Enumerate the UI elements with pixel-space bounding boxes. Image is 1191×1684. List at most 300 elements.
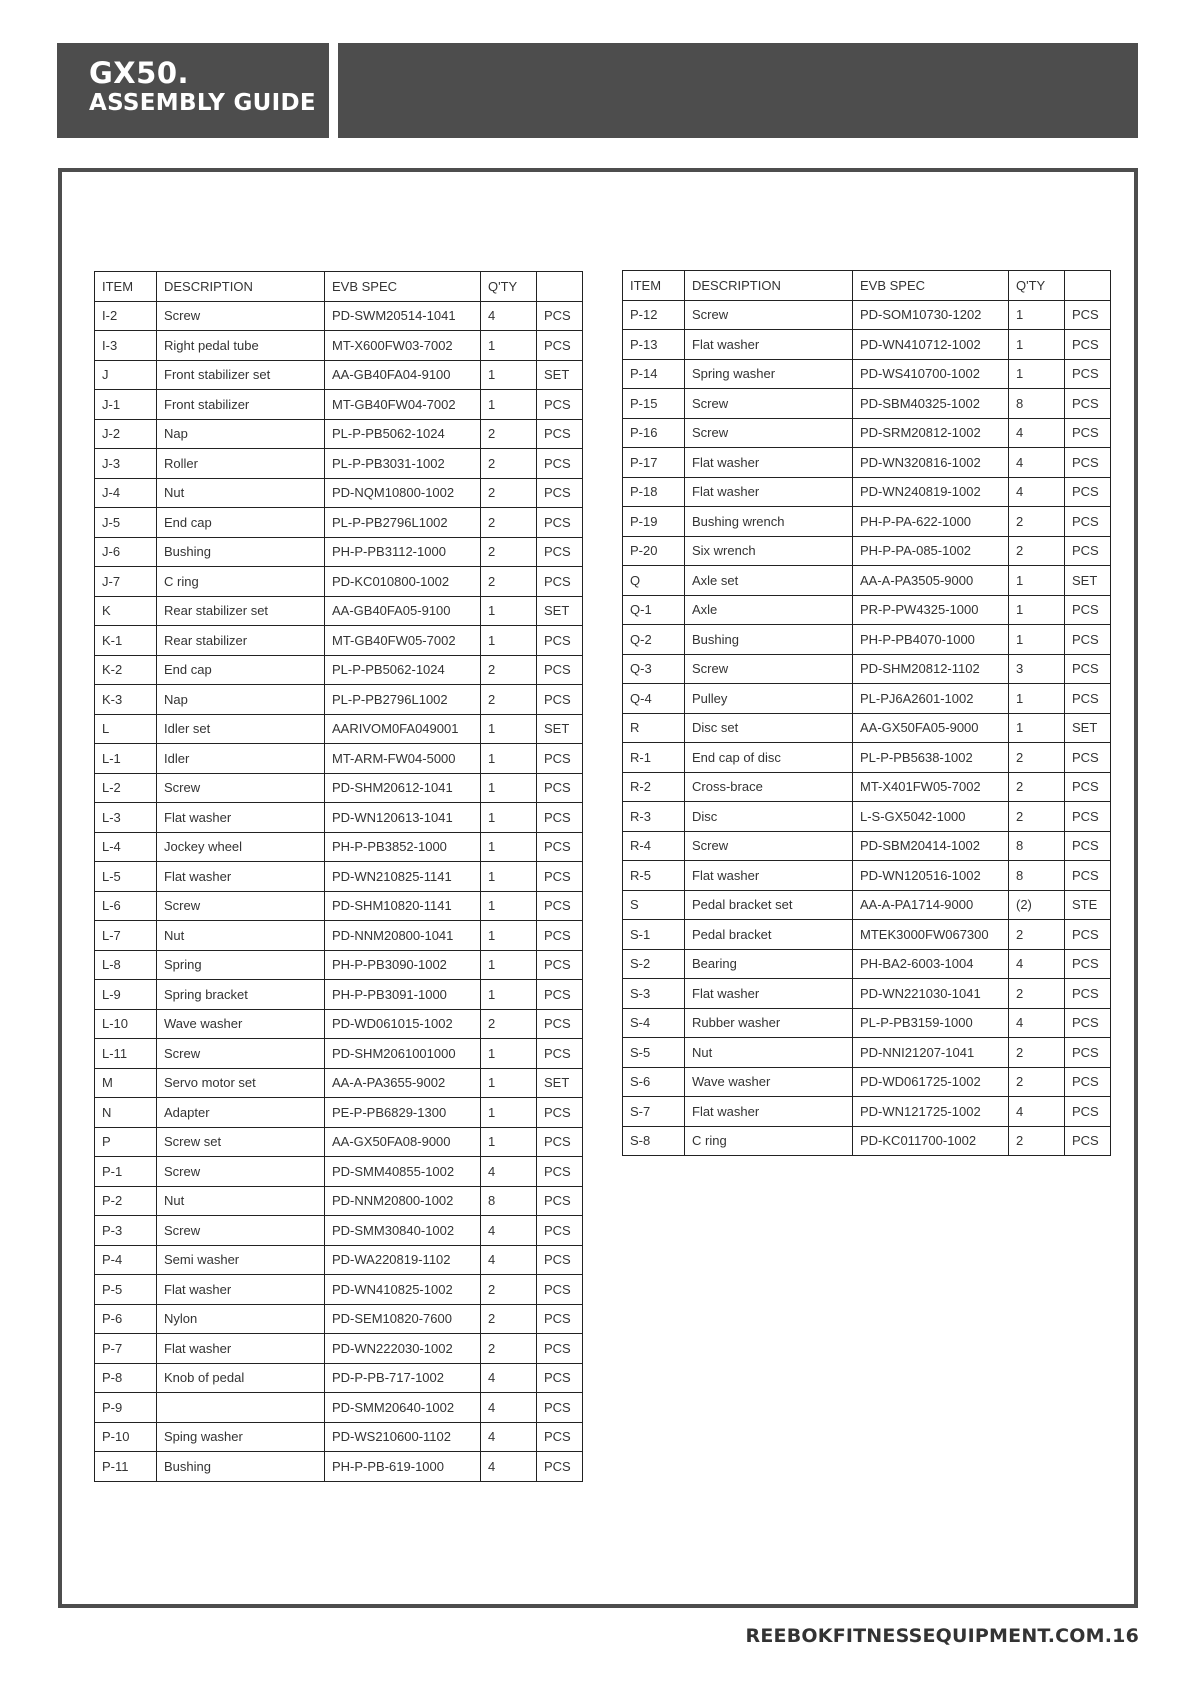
cell-evb-spec: AARIVOM0FA049001 — [325, 714, 481, 744]
cell-description: Screw — [685, 300, 853, 330]
cell-item: P-19 — [623, 507, 685, 537]
cell-item: L-6 — [95, 891, 157, 921]
table-row — [95, 390, 583, 420]
cell-item: Q-4 — [623, 684, 685, 714]
table-row — [95, 626, 583, 656]
table-row — [623, 536, 1111, 566]
table-row — [623, 595, 1111, 625]
cell-unit: PCS — [537, 1452, 583, 1482]
cell-evb-spec: AA-GB40FA04-9100 — [325, 360, 481, 390]
cell-qty: 1 — [1009, 625, 1065, 655]
cell-item: S-2 — [623, 949, 685, 979]
cell-qty: 2 — [481, 419, 537, 449]
cell-evb-spec: PL-P-PB2796L1002 — [325, 685, 481, 715]
cell-qty: 2 — [481, 537, 537, 567]
table-header-row — [95, 272, 583, 302]
cell-unit: PCS — [537, 1363, 583, 1393]
cell-unit: PCS — [537, 862, 583, 892]
cell-qty: 2 — [481, 655, 537, 685]
cell-description: Flat washer — [685, 477, 853, 507]
cell-unit: PCS — [1065, 979, 1111, 1009]
cell-qty: 2 — [1009, 802, 1065, 832]
table-row — [623, 890, 1111, 920]
cell-evb-spec: PH-P-PA-085-1002 — [853, 536, 1009, 566]
table-row — [623, 477, 1111, 507]
cell-description: Flat washer — [685, 330, 853, 360]
cell-description: Flat washer — [157, 862, 325, 892]
cell-item: P-15 — [623, 389, 685, 419]
cell-description: Flat washer — [685, 1097, 853, 1127]
cell-unit: PCS — [537, 419, 583, 449]
table-row — [95, 714, 583, 744]
cell-qty: 2 — [481, 1275, 537, 1305]
cell-description: Rear stabilizer set — [157, 596, 325, 626]
cell-item: K-3 — [95, 685, 157, 715]
cell-qty: 1 — [1009, 300, 1065, 330]
table-row — [95, 1009, 583, 1039]
cell-unit: PCS — [537, 1157, 583, 1187]
cell-description: Screw — [157, 773, 325, 803]
cell-unit: PCS — [537, 1098, 583, 1128]
cell-unit: PCS — [537, 1275, 583, 1305]
cell-description: Axle — [685, 595, 853, 625]
cell-description: Flat washer — [685, 979, 853, 1009]
cell-qty: (2) — [1009, 890, 1065, 920]
cell-qty: 1 — [481, 862, 537, 892]
cell-evb-spec: MT-GB40FW04-7002 — [325, 390, 481, 420]
table-row — [95, 803, 583, 833]
table-row — [623, 802, 1111, 832]
cell-item: P-12 — [623, 300, 685, 330]
cell-item: K-1 — [95, 626, 157, 656]
table-row — [95, 301, 583, 331]
cell-evb-spec: PL-P-PB3159-1000 — [853, 1008, 1009, 1038]
cell-unit: PCS — [537, 331, 583, 361]
cell-item: L-1 — [95, 744, 157, 774]
cell-qty: 4 — [481, 1157, 537, 1187]
column-header-evb-spec: EVB SPEC — [853, 271, 1009, 301]
cell-qty: 4 — [1009, 418, 1065, 448]
table-row — [95, 862, 583, 892]
cell-evb-spec: PD-P-PB-717-1002 — [325, 1363, 481, 1393]
cell-description: Rear stabilizer — [157, 626, 325, 656]
cell-unit: PCS — [1065, 330, 1111, 360]
cell-description: End cap — [157, 508, 325, 538]
cell-evb-spec: L-S-GX5042-1000 — [853, 802, 1009, 832]
cell-qty: 1 — [481, 803, 537, 833]
column-header-qty: Q'TY — [1009, 271, 1065, 301]
cell-description: Screw — [685, 831, 853, 861]
cell-evb-spec: MT-X600FW03-7002 — [325, 331, 481, 361]
cell-item: J-7 — [95, 567, 157, 597]
cell-unit: PCS — [537, 390, 583, 420]
cell-evb-spec: PR-P-PW4325-1000 — [853, 595, 1009, 625]
cell-unit: PCS — [537, 1009, 583, 1039]
cell-qty: 8 — [1009, 861, 1065, 891]
cell-evb-spec: PD-WN320816-1002 — [853, 448, 1009, 478]
cell-item: I-2 — [95, 301, 157, 331]
column-header-description: DESCRIPTION — [157, 272, 325, 302]
cell-description: Nut — [157, 1186, 325, 1216]
column-header-item: ITEM — [623, 271, 685, 301]
cell-qty: 1 — [481, 331, 537, 361]
table-row — [95, 567, 583, 597]
cell-qty: 4 — [1009, 949, 1065, 979]
cell-item: R-2 — [623, 772, 685, 802]
cell-qty: 1 — [481, 980, 537, 1010]
cell-evb-spec: PD-SBM20414-1002 — [853, 831, 1009, 861]
cell-item: S-8 — [623, 1126, 685, 1156]
cell-description: Screw — [157, 891, 325, 921]
cell-item: R-3 — [623, 802, 685, 832]
cell-qty: 1 — [481, 1127, 537, 1157]
cell-evb-spec: PH-P-PB3090-1002 — [325, 950, 481, 980]
cell-description: Flat washer — [157, 1334, 325, 1364]
cell-description: Jockey wheel — [157, 832, 325, 862]
cell-description: Bushing wrench — [685, 507, 853, 537]
cell-qty: 4 — [481, 1422, 537, 1452]
cell-description: Screw — [685, 389, 853, 419]
table-header-row — [623, 271, 1111, 301]
cell-unit: STE — [1065, 890, 1111, 920]
cell-description: Nap — [157, 419, 325, 449]
cell-evb-spec: PD-SHM2061001000 — [325, 1039, 481, 1069]
cell-description: Idler — [157, 744, 325, 774]
cell-evb-spec: PD-SEM10820-7600 — [325, 1304, 481, 1334]
cell-evb-spec: PD-WN410712-1002 — [853, 330, 1009, 360]
cell-item: Q-3 — [623, 654, 685, 684]
cell-qty: 2 — [481, 1334, 537, 1364]
cell-unit: PCS — [1065, 1097, 1111, 1127]
cell-unit: PCS — [537, 1127, 583, 1157]
table-row — [95, 537, 583, 567]
cell-evb-spec: AA-GB40FA05-9100 — [325, 596, 481, 626]
table-row — [95, 1127, 583, 1157]
table-row — [623, 566, 1111, 596]
cell-item: L-9 — [95, 980, 157, 1010]
cell-qty: 2 — [481, 1009, 537, 1039]
cell-evb-spec: PD-KC011700-1002 — [853, 1126, 1009, 1156]
cell-evb-spec: AA-A-PA1714-9000 — [853, 890, 1009, 920]
cell-evb-spec: PD-SWM20514-1041 — [325, 301, 481, 331]
cell-evb-spec: PD-SHM20612-1041 — [325, 773, 481, 803]
cell-description: Screw — [685, 418, 853, 448]
cell-unit: PCS — [1065, 1067, 1111, 1097]
cell-item: P-9 — [95, 1393, 157, 1423]
cell-qty: 8 — [1009, 831, 1065, 861]
table-row — [623, 743, 1111, 773]
table-row — [95, 596, 583, 626]
cell-item: J-3 — [95, 449, 157, 479]
column-header-unit — [1065, 271, 1111, 301]
cell-description: Front stabilizer — [157, 390, 325, 420]
cell-unit: PCS — [537, 1245, 583, 1275]
document-subtitle: ASSEMBLY GUIDE — [89, 90, 316, 116]
cell-description: Flat washer — [157, 1275, 325, 1305]
cell-unit: PCS — [537, 1216, 583, 1246]
cell-qty: 4 — [481, 1216, 537, 1246]
cell-item: S-6 — [623, 1067, 685, 1097]
table-row — [95, 1393, 583, 1423]
cell-evb-spec: PH-P-PA-622-1000 — [853, 507, 1009, 537]
cell-item: N — [95, 1098, 157, 1128]
table-row — [623, 1038, 1111, 1068]
cell-qty: 4 — [1009, 477, 1065, 507]
cell-unit: PCS — [537, 1422, 583, 1452]
table-row — [623, 861, 1111, 891]
cell-item: Q-2 — [623, 625, 685, 655]
cell-evb-spec: PD-KC010800-1002 — [325, 567, 481, 597]
cell-description: Adapter — [157, 1098, 325, 1128]
cell-unit: PCS — [1065, 625, 1111, 655]
column-header-unit — [537, 272, 583, 302]
cell-description: Roller — [157, 449, 325, 479]
cell-unit: PCS — [1065, 654, 1111, 684]
table-row — [95, 1363, 583, 1393]
cell-qty: 2 — [1009, 772, 1065, 802]
cell-description: Front stabilizer set — [157, 360, 325, 390]
cell-description: Spring washer — [685, 359, 853, 389]
cell-qty: 4 — [481, 1393, 537, 1423]
cell-unit: PCS — [1065, 920, 1111, 950]
cell-description: Sping washer — [157, 1422, 325, 1452]
cell-item: R-1 — [623, 743, 685, 773]
cell-unit: PCS — [1065, 1038, 1111, 1068]
cell-item: K — [95, 596, 157, 626]
cell-item: P-7 — [95, 1334, 157, 1364]
cell-qty: 8 — [1009, 389, 1065, 419]
cell-evb-spec: PL-P-PB2796L1002 — [325, 508, 481, 538]
cell-unit: PCS — [1065, 831, 1111, 861]
table-row — [95, 1422, 583, 1452]
cell-description: End cap — [157, 655, 325, 685]
cell-evb-spec: PD-NNM20800-1002 — [325, 1186, 481, 1216]
table-row — [95, 360, 583, 390]
cell-description: Screw set — [157, 1127, 325, 1157]
cell-unit: PCS — [1065, 772, 1111, 802]
cell-item: Q-1 — [623, 595, 685, 625]
cell-unit: SET — [537, 1068, 583, 1098]
cell-item: P-17 — [623, 448, 685, 478]
cell-unit: PCS — [537, 1039, 583, 1069]
cell-unit: PCS — [1065, 684, 1111, 714]
cell-item: S-1 — [623, 920, 685, 950]
cell-item: S-4 — [623, 1008, 685, 1038]
cell-qty: 1 — [481, 891, 537, 921]
cell-item: P — [95, 1127, 157, 1157]
cell-description: C ring — [685, 1126, 853, 1156]
table-row — [95, 832, 583, 862]
cell-description: Semi washer — [157, 1245, 325, 1275]
table-row — [95, 744, 583, 774]
cell-unit: SET — [1065, 713, 1111, 743]
cell-unit: PCS — [537, 508, 583, 538]
cell-description: Idler set — [157, 714, 325, 744]
cell-evb-spec: PD-WS410700-1002 — [853, 359, 1009, 389]
cell-evb-spec: PD-WN210825-1141 — [325, 862, 481, 892]
parts-table-left — [94, 271, 583, 1482]
cell-unit: PCS — [1065, 861, 1111, 891]
cell-evb-spec: AA-A-PA3505-9000 — [853, 566, 1009, 596]
cell-unit: PCS — [537, 567, 583, 597]
cell-item: P-8 — [95, 1363, 157, 1393]
cell-evb-spec: PL-P-PB3031-1002 — [325, 449, 481, 479]
cell-item: I-3 — [95, 331, 157, 361]
table-row — [95, 478, 583, 508]
cell-qty: 4 — [481, 1452, 537, 1482]
cell-qty: 1 — [1009, 595, 1065, 625]
cell-qty: 2 — [481, 685, 537, 715]
cell-item: L-2 — [95, 773, 157, 803]
cell-qty: 1 — [1009, 359, 1065, 389]
cell-unit: PCS — [1065, 448, 1111, 478]
cell-unit: PCS — [537, 685, 583, 715]
cell-item: L-7 — [95, 921, 157, 951]
cell-description: Nut — [685, 1038, 853, 1068]
cell-unit: PCS — [537, 950, 583, 980]
cell-evb-spec: PD-WN410825-1002 — [325, 1275, 481, 1305]
table-row — [623, 448, 1111, 478]
cell-qty: 1 — [1009, 566, 1065, 596]
cell-item: P-4 — [95, 1245, 157, 1275]
cell-qty: 2 — [1009, 920, 1065, 950]
cell-evb-spec: MT-ARM-FW04-5000 — [325, 744, 481, 774]
table-row — [95, 685, 583, 715]
cell-unit: PCS — [537, 773, 583, 803]
cell-evb-spec: MT-GB40FW05-7002 — [325, 626, 481, 656]
cell-evb-spec: PH-P-PB3112-1000 — [325, 537, 481, 567]
cell-item: R-5 — [623, 861, 685, 891]
cell-unit: PCS — [1065, 300, 1111, 330]
cell-qty: 2 — [481, 508, 537, 538]
cell-item: L-5 — [95, 862, 157, 892]
table-row — [623, 507, 1111, 537]
cell-description: Wave washer — [157, 1009, 325, 1039]
table-row — [95, 980, 583, 1010]
cell-qty: 4 — [481, 301, 537, 331]
table-row — [623, 300, 1111, 330]
cell-qty: 1 — [481, 921, 537, 951]
cell-item: L — [95, 714, 157, 744]
cell-qty: 4 — [481, 1245, 537, 1275]
cell-evb-spec: MT-X401FW05-7002 — [853, 772, 1009, 802]
cell-description: Wave washer — [685, 1067, 853, 1097]
cell-description: Nut — [157, 478, 325, 508]
cell-description: Screw — [685, 654, 853, 684]
cell-evb-spec: PD-WS210600-1102 — [325, 1422, 481, 1452]
cell-description: Nylon — [157, 1304, 325, 1334]
cell-item: L-4 — [95, 832, 157, 862]
cell-item: P-5 — [95, 1275, 157, 1305]
cell-evb-spec: PD-SHM10820-1141 — [325, 891, 481, 921]
cell-qty: 2 — [1009, 507, 1065, 537]
cell-qty: 1 — [481, 1039, 537, 1069]
cell-item: J-1 — [95, 390, 157, 420]
cell-qty: 1 — [481, 744, 537, 774]
cell-evb-spec: PD-WA220819-1102 — [325, 1245, 481, 1275]
table-row — [623, 1126, 1111, 1156]
cell-qty: 4 — [1009, 448, 1065, 478]
table-row — [95, 950, 583, 980]
cell-item: P-16 — [623, 418, 685, 448]
header-title-block — [57, 43, 329, 138]
table-row — [623, 772, 1111, 802]
cell-unit: PCS — [537, 626, 583, 656]
cell-item: P-13 — [623, 330, 685, 360]
table-row — [95, 1275, 583, 1305]
cell-description: Screw — [157, 1157, 325, 1187]
cell-description: Knob of pedal — [157, 1363, 325, 1393]
cell-description: Flat washer — [685, 448, 853, 478]
cell-unit: SET — [537, 714, 583, 744]
cell-qty: 1 — [481, 832, 537, 862]
cell-qty: 1 — [481, 1098, 537, 1128]
cell-evb-spec: PH-P-PB3091-1000 — [325, 980, 481, 1010]
cell-evb-spec: PD-SMM40855-1002 — [325, 1157, 481, 1187]
cell-qty: 1 — [1009, 713, 1065, 743]
cell-unit: SET — [1065, 566, 1111, 596]
cell-evb-spec: PD-SHM20812-1102 — [853, 654, 1009, 684]
cell-description: Bushing — [685, 625, 853, 655]
cell-evb-spec: PD-WN120613-1041 — [325, 803, 481, 833]
cell-evb-spec: PD-WN221030-1041 — [853, 979, 1009, 1009]
cell-item: P-18 — [623, 477, 685, 507]
table-row — [623, 359, 1111, 389]
cell-evb-spec: PL-PJ6A2601-1002 — [853, 684, 1009, 714]
cell-evb-spec: PD-WN120516-1002 — [853, 861, 1009, 891]
cell-qty: 4 — [481, 1363, 537, 1393]
cell-qty: 2 — [481, 449, 537, 479]
cell-description: Six wrench — [685, 536, 853, 566]
cell-description: Flat washer — [685, 861, 853, 891]
table-row — [95, 419, 583, 449]
table-row — [95, 1186, 583, 1216]
cell-evb-spec: PL-P-PB5062-1024 — [325, 655, 481, 685]
cell-description: Disc — [685, 802, 853, 832]
table-row — [623, 418, 1111, 448]
cell-unit: PCS — [1065, 477, 1111, 507]
cell-item: L-3 — [95, 803, 157, 833]
table-row — [623, 920, 1111, 950]
table-row — [95, 1245, 583, 1275]
table-row — [623, 625, 1111, 655]
cell-item: P-2 — [95, 1186, 157, 1216]
table-row — [623, 684, 1111, 714]
cell-unit: PCS — [537, 301, 583, 331]
cell-item: S-5 — [623, 1038, 685, 1068]
column-header-item: ITEM — [95, 272, 157, 302]
cell-description: Spring — [157, 950, 325, 980]
cell-description: Nut — [157, 921, 325, 951]
cell-unit: PCS — [537, 478, 583, 508]
cell-evb-spec: PD-WN121725-1002 — [853, 1097, 1009, 1127]
cell-evb-spec: AA-GX50FA08-9000 — [325, 1127, 481, 1157]
cell-item: M — [95, 1068, 157, 1098]
cell-item: R-4 — [623, 831, 685, 861]
table-row — [623, 1067, 1111, 1097]
cell-description: Screw — [157, 301, 325, 331]
table-row — [95, 1098, 583, 1128]
cell-qty: 2 — [1009, 1067, 1065, 1097]
cell-evb-spec: PD-WN240819-1002 — [853, 477, 1009, 507]
table-row — [623, 1097, 1111, 1127]
cell-evb-spec: PL-P-PB5638-1002 — [853, 743, 1009, 773]
table-row — [623, 713, 1111, 743]
cell-description: Cross-brace — [685, 772, 853, 802]
cell-evb-spec: PD-NNM20800-1041 — [325, 921, 481, 951]
cell-evb-spec: PD-SMM30840-1002 — [325, 1216, 481, 1246]
cell-description: Servo motor set — [157, 1068, 325, 1098]
